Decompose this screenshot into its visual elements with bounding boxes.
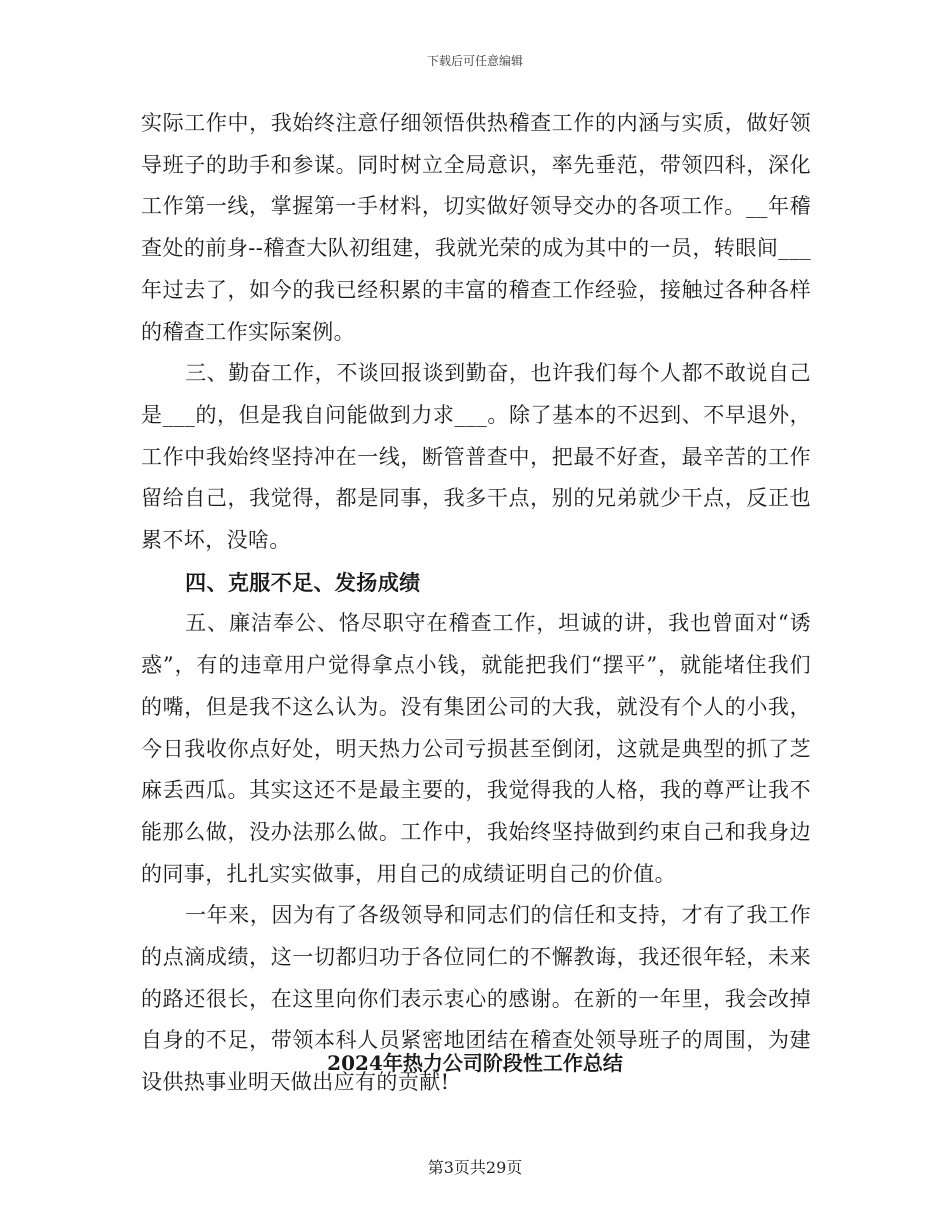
paragraph-2: 三、勤奋工作，不谈回报谈到勤奋，也许我们每个人都不敢说自己是___的，但是我自问能做到力求___。除了基本的不迟到、不早退外，工作中我始终坚持冲在一线，断管普查中，把最不好查，最辛苦的工作留给自己，我觉得，都是同事，我多干点，别的兄弟就少干点，反正也累不坏，没啥。 (141, 361, 811, 553)
paragraph-4: 五、廉洁奉公、恪尽职守在稽查工作，坦诚的讲，我也曾面对“诱惑”，有的违章用户觉得拿点小钱，就能把我们“摆平”，就能堵住我们的嘴，但是我不这么认为。没有集团公司的大我，就没有个人的小我，今日我收你点好处，明天热力公司亏损甚至倒闭，这就是典型的抓了芝麻丢西瓜。其实这还不是最主要的，我觉得我的人格，我的尊严让我不能那么做，没办法那么做。工作中，我始终坚持做到约束自己和我身边的同事，扎扎实实做事，用自己的成绩证明自己的价值。 (141, 611, 811, 886)
paragraph-1: 实际工作中，我始终注意仔细领悟供热稽查工作的内涵与实质，做好领导班子的助手和参谋。同时树立全局意识，率先垂范，带领四科，深化工作第一线，掌握第一手材料，切实做好领导交办的各项工作。__年稽查处的前身--稽查大队初组建，我就光荣的成为其中的一员，转眼间___年过去了，如今的我已经积累的丰富的稽查工作经验，接触过各种各样的稽查工作实际案例。 (141, 111, 811, 344)
document-body (141, 103, 811, 1104)
page-header: 下载后可任意编辑 (426, 54, 523, 68)
document-title: 2024年热力公司阶段性工作总结 (327, 1051, 623, 1075)
paragraph-5: 一年来，因为有了各级领导和同志们的信任和支持，才有了我工作的点滴成绩，这一切都归功于各位同仁的不懈教诲，我还很年轻，未来的路还很长，在这里向你们表示衷心的感谢。在新的一年里，我会改掉自身的不足，带领本科人员紧密地团结在稽查处领导班子的周围，为建设供热事业明天做出应有的贡献! (141, 903, 811, 1095)
page-footer: 第3页共29页 (427, 1158, 523, 1177)
section-heading: 四、克服不足、发扬成绩 (185, 569, 421, 595)
